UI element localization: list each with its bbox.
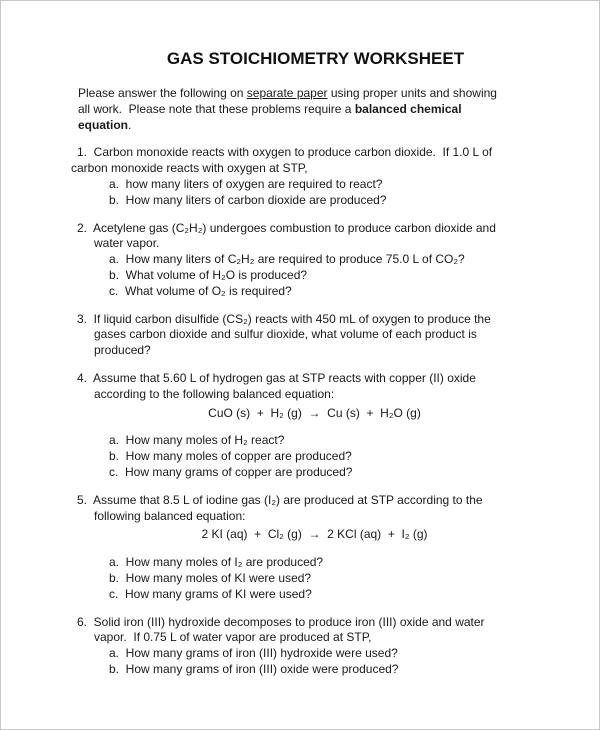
problem-4 [1, 371, 599, 481]
question-line: a. How many moles of H₂ react? [109, 433, 285, 448]
problem-continuation-line: water vapor. [94, 236, 160, 251]
problem-first-line: 5. Assume that 8.5 L of iodine gas (I₂) are produced at STP according to the [77, 492, 483, 507]
chemical-equation: CuO (s) + H₂ (g) → Cu (s) + H₂O (g) [208, 405, 421, 420]
question-line: b. How many liters of carbon dioxide are produced? [109, 192, 387, 207]
intro-paragraph [1, 86, 599, 133]
intro-underlined-text: separate paper [246, 86, 328, 100]
problems-list [1, 145, 599, 677]
problem-6 [1, 615, 599, 678]
chemical-equation: 2 KI (aq) + Cl₂ (g) → 2 KCl (aq) + I₂ (g) [201, 527, 428, 542]
problem-2 [1, 221, 599, 300]
question-line: c. How many grams of copper are produced? [109, 464, 353, 479]
question-line: a. How many moles of I₂ are produced? [109, 555, 324, 570]
intro-text: using proper units and showing [327, 86, 497, 100]
intro-bold-text: equation [78, 117, 128, 132]
page-title: GAS STOICHIOMETRY WORKSHEET [166, 49, 465, 68]
problem-first-line: 3. If liquid carbon disulfide (CS₂) reacts with 450 mL of oxygen to produce the [77, 311, 491, 326]
problem-1 [1, 145, 599, 208]
intro-text: . [128, 117, 132, 132]
problem-continuation-line: vapor. If 0.75 L of water vapor are produced at STP, [94, 630, 372, 645]
question-line: b. How many moles of KI were used? [109, 570, 312, 585]
problem-first-line: 2. Acetylene gas (C₂H₂) undergoes combustion to produce carbon dioxide and [77, 220, 496, 235]
question-line: c. How many grams of KI were used? [109, 586, 312, 601]
intro-bold-text: balanced chemical [354, 101, 462, 116]
intro-line-2 [78, 102, 599, 118]
problem-5 [1, 493, 599, 603]
problem-continuation-line: according to the following balanced equation: [94, 386, 335, 401]
problem-continuation-line: following balanced equation: [94, 508, 246, 523]
question-line: a. How many grams of iron (III) hydroxide were used? [109, 646, 398, 661]
question-line: b. What volume of H₂O is produced? [109, 267, 308, 282]
intro-text: Please answer the following on [78, 86, 247, 100]
question-line: b. How many grams of iron (III) oxide were produced? [109, 661, 399, 676]
question-line: a. how many liters of oxygen are required to react? [109, 176, 383, 191]
intro-line-1 [78, 86, 599, 102]
problem-first-line: 1. Carbon monoxide reacts with oxygen to produce carbon dioxide. If 1.0 L of [77, 145, 493, 160]
problem-first-line: 6. Solid iron (III) hydroxide decomposes to produce iron (III) oxide and water [77, 614, 485, 629]
problem-3 [1, 312, 599, 359]
question-line: a. How many liters of C₂H₂ are required to produce 75.0 L of CO₂? [109, 252, 465, 267]
problem-continuation-line: carbon monoxide reacts with oxygen at STP, [71, 161, 308, 176]
problem-continuation-line: gases carbon dioxide and sulfur dioxide, what volume of each product is [94, 327, 477, 342]
question-line: c. What volume of O₂ is required? [109, 283, 292, 298]
problem-continuation-line: produced? [94, 343, 151, 358]
intro-line-3 [78, 118, 599, 134]
problem-first-line: 4. Assume that 5.60 L of hydrogen gas at STP reacts with copper (II) oxide [77, 370, 476, 385]
intro-text: all work. Please note that these problems require a [78, 101, 355, 116]
question-line: b. How many moles of copper are produced? [109, 449, 352, 464]
